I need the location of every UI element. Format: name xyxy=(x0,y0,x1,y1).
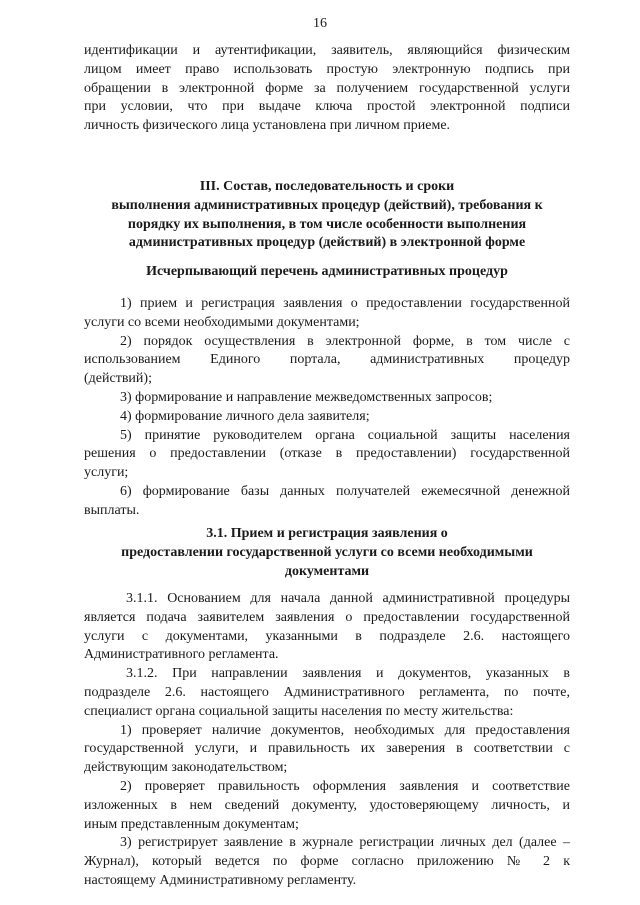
text-line: изложенных в нем сведений документу, удостоверяющему личность, и xyxy=(84,797,570,813)
intro-paragraph xyxy=(84,42,570,136)
list-item: 6) формирование базы данных получателей ежемесячной денежной xyxy=(120,483,570,499)
list-item: 5) принятие руководителем органа социальной защиты населения xyxy=(120,427,570,443)
page-number: 16 xyxy=(313,16,327,31)
text-line: 1) проверяет наличие документов, необходимых для предоставления xyxy=(120,722,570,738)
heading-line: порядку их выполнения, в том числе особенности выполнения xyxy=(127,216,527,232)
procedures-subheading xyxy=(84,263,570,282)
text-line: 2) проверяет правильность оформления заявления и соответствие xyxy=(120,778,570,794)
list-item: услуги; xyxy=(84,465,129,481)
text-line: подразделе 2.6. настоящего Административного регламента, по почте, xyxy=(84,684,570,700)
text-line: иным представленным документам; xyxy=(84,816,299,832)
text-line: при условии, что при выдаче ключа простой электронной подписи xyxy=(84,99,570,115)
list-item: решения о предоставлении (отказе в предоставлении) государственной xyxy=(84,446,570,462)
text-line: услуги с документами, указанными в подразделе 2.6. настоящего xyxy=(84,628,570,644)
heading-line: 3.1. Прием и регистрация заявления о xyxy=(206,526,448,541)
text-line: государственной услуги, и правильность их заверения в соответствии с xyxy=(84,741,570,757)
procedures-list xyxy=(84,295,570,521)
list-item: использованием Единого портала, административных процедур xyxy=(84,352,570,368)
list-item: выплаты. xyxy=(84,502,140,518)
heading-line: предоставлении государственной услуги со всеми необходимыми xyxy=(121,544,533,560)
text-line: является подача заявителем заявления о предоставлении государственной xyxy=(84,609,570,625)
text-line: действующим законодательством; xyxy=(84,760,288,776)
text-line: специалист органа социальной защиты населения по месту жительства: xyxy=(84,703,514,719)
text-line: идентификации и аутентификации, заявитель, являющийся физическим xyxy=(84,43,570,58)
heading-line: административных процедур (действий) в электронной форме xyxy=(128,235,526,251)
heading-line: выполнения административных процедур (действий), требования к xyxy=(111,197,543,213)
heading-line: документами xyxy=(284,563,370,579)
list-item: услуги со всеми необходимыми документами; xyxy=(84,314,360,330)
list-item: 3) формирование и направление межведомственных запросов; xyxy=(120,389,493,405)
text-line: лицом имеет право использовать простую электронную подпись при xyxy=(84,61,570,77)
list-item: (действий); xyxy=(84,371,152,387)
section-3-1-body xyxy=(84,590,570,891)
text-line: Журнал), который ведется по форме согласно приложению № 2 к xyxy=(84,854,570,870)
section-3-1-heading xyxy=(84,525,570,581)
text-line: 3.1.2. При направлении заявления и документов, указанных в xyxy=(126,666,570,682)
text-line: Административного регламента. xyxy=(84,647,279,663)
heading-line: III. Состав, последовательность и сроки xyxy=(199,179,455,194)
text-line: 3) регистрирует заявление в журнале регистрации личных дел (далее – xyxy=(120,835,570,851)
text-line: 3.1.1. Основанием для начала данной административной процедуры xyxy=(126,591,570,606)
list-item: 1) прием и регистрация заявления о предоставлении государственной xyxy=(120,296,570,311)
list-item: 4) формирование личного дела заявителя; xyxy=(120,408,370,424)
subheading-line: Исчерпывающий перечень административных процедур xyxy=(146,264,508,279)
text-line: обращении в электронной форме за получением государственной услуги xyxy=(84,80,570,96)
list-item: 2) порядок осуществления в электронной форме, в том числе с xyxy=(120,333,570,349)
text-line: личность физического лица установлена при личном приеме. xyxy=(84,118,451,134)
section-3-heading xyxy=(84,178,570,253)
text-line: настоящему Административному регламенту. xyxy=(84,872,357,888)
